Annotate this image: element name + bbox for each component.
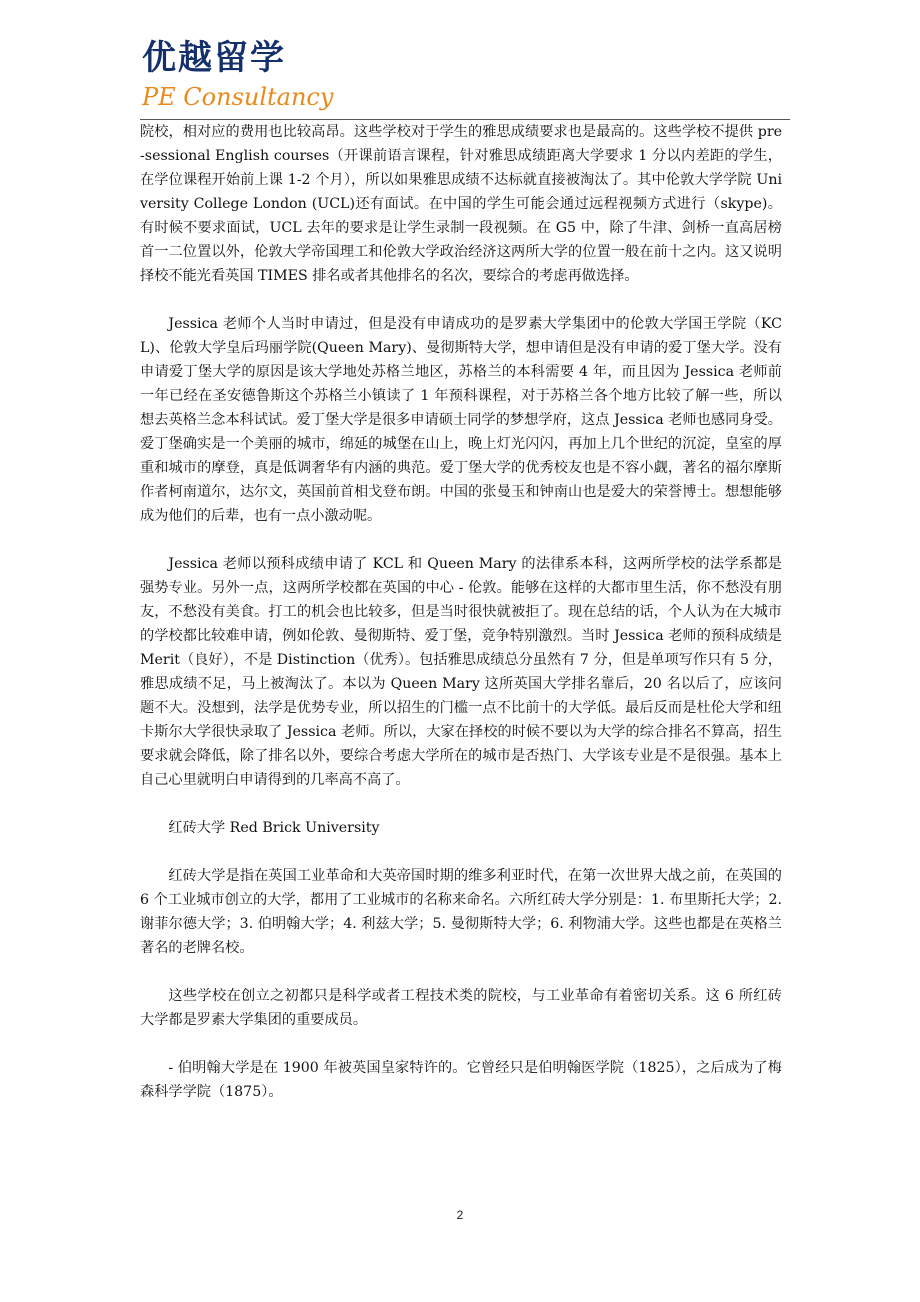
paragraph-law-applications: Jessica 老师以预科成绩申请了 KCL 和 Queen Mary 的法律系本科，这两所学校的法学系都是强势专业。另外一点，这两所学校都在英国的中心 - 伦敦。能够在这样的大都市里生活，你不愁没有朋友，不愁没有美食。打工的机会也比较多，但是当时很快就被拒了。现在总结的话，个人认为在大城市的学校都比较难申请，例如伦敦、曼彻斯特、爱丁堡，竞争特别激烈。当时 Jessica 老师的预科成绩是 Merit（良好），不是 Distinction（优秀）。包括雅思成绩总分虽然有 7 分，但是单项写作只有 5 分，雅思成绩不足，马上被淘汰了。本以为 Queen Mary 这所英国大学排名靠后，20 名以后了，应该问题不大。没想到，法学是优势专业，所以招生的门槛一点不比前十的大学低。最后反而是杜伦大学和纽卡斯尔大学很快录取了 Jessica 老师。所以，大家在择校的时候不要以为大学的综合排名不算高，招生要求就会降低，除了排名以外，要综合考虑大学所在的城市是否热门、大学该专业是不是很强。基本上自己心里就明白申请得到的几率高不高了。 [140,556,782,788]
logo-chinese-text: 优越留学 [142,38,286,78]
document-body [140,120,782,1104]
section-heading-red-brick: 红砖大学 Red Brick University [168,820,380,836]
company-logo [142,38,334,118]
paragraph-jessica-applications: Jessica 老师个人当时申请过，但是没有申请成功的是罗素大学集团中的伦敦大学国王学院（KCL)、伦敦大学皇后玛丽学院(Queen Mary)、曼彻斯特大学，想申请但是没有申请的爱丁堡大学。没有申请爱丁堡大学的原因是该大学地处苏格兰地区，苏格兰的本科需要 4 年，而且因为 Jessica 老师前一年已经在圣安德鲁斯这个苏格兰小镇读了 1 年预科课程，对于苏格兰各个地方比较了解一些，所以想去英格兰念本科试试。爱丁堡大学是很多申请硕士同学的梦想学府，这点 Jessica 老师也感同身受。爱丁堡确实是一个美丽的城市，绵延的城堡在山上，晚上灯光闪闪，再加上几个世纪的沉淀，皇室的厚重和城市的摩登，真是低调奢华有内涵的典范。爱丁堡大学的优秀校友也是不容小觑，著名的福尔摩斯作者柯南道尔，达尔文，英国前首相戈登布朗。中国的张曼玉和钟南山也是爱大的荣誉博士。想想能够成为他们的后辈，也有一点小激动呢。 [140,316,782,524]
logo-english-text: PE Consultancy [142,83,334,111]
page-number: 2 [456,1208,464,1222]
paragraph-g5-continued: 院校，相对应的费用也比较高昂。这些学校对于学生的雅思成绩要求也是最高的。这些学校不提供 pre-sessional English courses（开课前语言课程，针对雅思成绩距离大学要求 1 分以内差距的学生，在学位课程开始前上课 1-2 个月），所以如果雅思成绩不达标就直接被淘汰了。其中伦敦大学学院 University College London (UCL)还有面试。在中国的学生可能会通过远程视频方式进行（skype)。有时候不要求面试，UCL 去年的要求是让学生录制一段视频。在 G5 中，除了牛津、剑桥一直高居榜首一二位置以外，伦敦大学帝国理工和伦敦大学政治经济这两所大学的位置一般在前十之内。这又说明择校不能光看英国 TIMES 排名或者其他排名的名次，要综合的考虑再做选择。 [140,124,782,284]
paragraph-birmingham: - 伯明翰大学是在 1900 年被英国皇家特许的。它曾经只是伯明翰医学院（1825），之后成为了梅森科学学院（1875）。 [140,1060,782,1100]
paragraph-red-brick-origins: 这些学校在创立之初都只是科学或者工程技术类的院校，与工业革命有着密切关系。这 6 所红砖大学都是罗素大学集团的重要成员。 [140,988,782,1028]
paragraph-red-brick-definition: 红砖大学是指在英国工业革命和大英帝国时期的维多利亚时代，在第一次世界大战之前，在英国的 6 个工业城市创立的大学，都用了工业城市的名称来命名。六所红砖大学分别是：1. 布里斯托大学；2. 谢菲尔德大学；3. 伯明翰大学；4. 利兹大学；5. 曼彻斯特大学；6. 利物浦大学。这些也都是在英格兰著名的老牌名校。 [140,868,782,956]
